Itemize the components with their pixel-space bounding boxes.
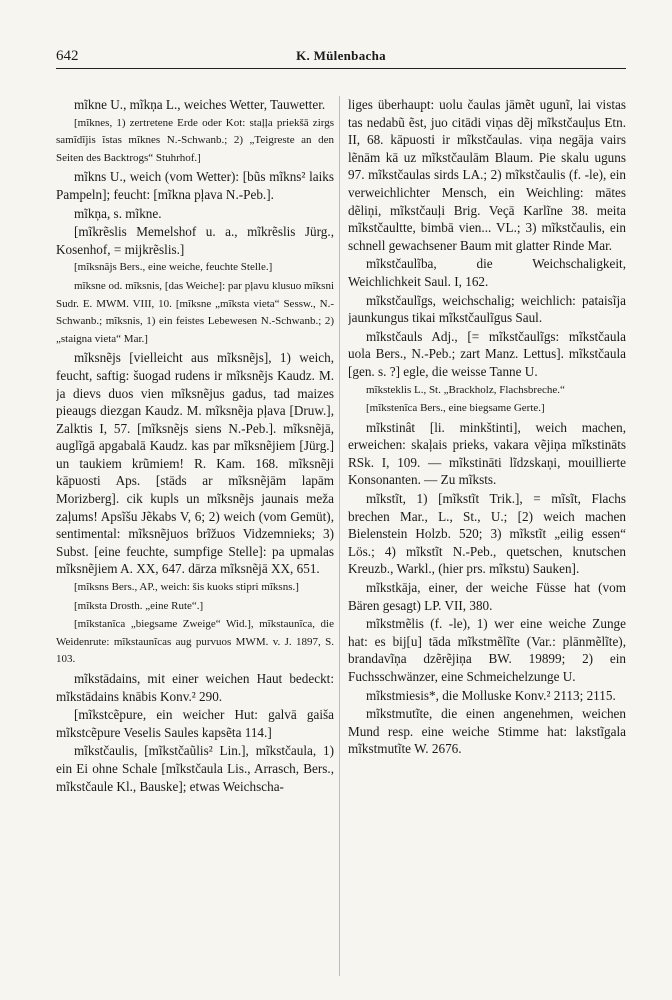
left-column [56, 96, 334, 986]
entry: [mĩksns Bers., AP., weich: šis kuoks stipri mĩksns.] [74, 581, 299, 594]
entry: mĩkne U., mĩkņa L., weiches Wetter, Tauwetter. [74, 97, 326, 112]
entry: [mĩknes, 1) zertretene Erde oder Kot: staļļa priekšā zirgs samĩdĩjis ĩstas mĩknes N.-Schwanb.; 2) „Teigreste an den Seiten des Backtrogs“ Stuhrhof.] [56, 116, 334, 164]
entry: mĩkstmiesis*, die Molluske Konv.² 2113; 2115. [366, 687, 616, 703]
entry: mĩkstādains, mit einer weichen Haut bedeckt: mĩkstādains knābis Konv.² 290. [56, 671, 334, 704]
entry: mĩksteklis L., St. „Brackholz, Flachsbreche.“ [366, 383, 565, 396]
entry: mĩkstmutĩte, die einen angenehmen, weichen Mund resp. eine weiche Stimme hat: lakstĩgala mĩkstmutĩte W. 2676. [348, 706, 626, 757]
column-divider [339, 96, 340, 976]
entry: [mĩksta Drosth. „eine Rute“.] [74, 599, 204, 612]
entry: mĩksnẽjs [vielleicht aus mĩksnẽjs], 1) weich, feucht, saftig: šuogad rudens ir mĩksnẽjs Kaudz. M. ja dievs duos vien mĩksnẽjus gadus, tad maizes pieaugs diezgan Kaudz. M. mĩksnẽja pļava [Druw.], Zalktis I, 57. [mĩksnẽjs siens N.-Peb.]. mĩksnẽjā, auglĩgā apgabalā Kaudz. kas par mĩksnẽjiem [Jürg.] un taukiem krũmiem! R. Kam. 168. mĩksnẽji kāpuosti Aps. [stāds ar mĩksnẽjām lapām Morizberg]. cik kupls un mĩksnẽjs jaunais meža zaļums! Apsĩšu Jẽkabs V, 6; 2) weich (vom Gemüt), sentimental: mĩksnẽjuos brĩžuos Vidzemnieks; 3) Subst. [eine feuchte, sumpfige Stelle]: pa upmalas mĩksnẽjiem A. XX, 647. dārza mĩksnẽjā XX, 651. [56, 350, 334, 577]
entry: mĩksne od. mĩksnis, [das Weiche]: par pļavu klusuo mĩksni Sudr. E. MWM. VIII, 10. [mĩksne „mĩksta vieta“ Sessw., N.-Schwanb.; mĩksnis, 1) ein feistes Lebewesen N.-Schwanb.; 2) „staigna vieta“ Mar.] [56, 279, 334, 345]
entry: mĩkņa, s. mĩkne. [74, 205, 162, 221]
entry: mĩkstĩt, 1) [mĩkstĩt Trik.], = mĩsĩt, Flachs brechen Mar., L., St., U.; [2) weich machen Bielenstein Holzb. 520; 3) mĩkstĩt „eilig essen“ Lös.; 4) mĩkstĩt N.-Peb., quetschen, knutschen Kreuzb., Warkl., (hier prs. mĩkstu) Sauken]. [348, 491, 626, 577]
entry-continuation: liges überhaupt: uolu čaulas jāmẽt ugunĩ, lai vistas tas nedabũ ẽst, juo citādi viņas dẽj mĩkstčauļus Etn. II, 68. kāpuosti ir mĩkstčaulas. viņa negāja vairs lẽnām kā uz mĩkstčaulām Blaum. Pie skalu uguns 97. mĩkstčaulas sirds LA.; 2) mĩkstčaulis (f. -le), ein verweichlichter Mensch, ein Weichling: mātes dẽliņi, mĩkstčauļi Brig. Veçā Karlĩne 38. meita mĩkstčaultte, bimbā vien... VL.; 3) mĩkstčaulis, ein schnell gewachsener Baum mit glatter Rinde Mar. [348, 97, 626, 253]
entry: [mĩkrẽslis Memelshof u. a., mĩkrẽslis Jürg., Kosenhof, = mijkrẽslis.] [56, 224, 334, 257]
entry: mĩkstčaulis, [mĩkstčaũlis² Lin.], mĩkstčaula, 1) ein Ei ohne Schale [mĩkstčaula Lis., Arrasch, Bers., mĩkstčaule Kl., Bauske]; etwas Weichscha- [56, 743, 334, 794]
entry: mĩkstkāja, einer, der weiche Füsse hat (vom Bären gesagt) LP. VII, 380. [348, 580, 626, 613]
entry: mĩkstmẽlis (f. -le), 1) wer eine weiche Zunge hat: es bij[u] tāda mĩkstmẽlĩte (Var.: plānmẽlĩte), brandavĩņa dzẽrẽjiņa BW. 19899; 2) ein Fuchsschwänzer, eine Schmeichelzunge U. [348, 616, 626, 684]
running-title: K. Mülenbacha [296, 48, 386, 63]
entry: [mĩksnãjs Bers., eine weiche, feuchte Stelle.] [74, 261, 273, 274]
entry: mĩkns U., weich (vom Wetter): [bũs mĩkns² laiks Pampeln]; feucht: [mĩkna pļava N.-Peb.]. [56, 169, 334, 202]
entry: [mĩkstanĩca „biegsame Zweige“ Wid.], mĩkstaunĩca, die Weidenrute: mĩkstaunĩcas aug purvuos MWM. v. J. 1897, S. 103. [56, 618, 334, 666]
entry: [mĩkstenĩca Bers., eine biegsame Gerte.] [366, 402, 545, 415]
page-header [56, 48, 626, 69]
entry: mĩkstčauls Adj., [= mĩkstčaulĩgs: mĩkstčaula uola Bers., N.-Peb.; zart Manz. Lettus]. mĩkstčaula [gen. s. ?] egle, die weisse Tanne U. [348, 328, 626, 379]
page-number: 642 [56, 48, 79, 64]
entry: mĩkstinât [li. minkštinti], weich machen, erweichen: skaļais prieks, vakara vẽjiņa mĩkstināts RSk. I, 109. — mĩkstināti lĩdzskaņi, mouillierte Konsonanten. — Zu mĩksts. [348, 419, 626, 488]
entry: [mĩkstcẽpure, ein weicher Hut: galvā gaiša mĩkstcẽpure Veselis Saules kapsẽta 114.] [56, 707, 334, 740]
right-column [348, 96, 626, 986]
entry: mĩkstčaulĩba, die Weichschaligkeit, Weichlichkeit Saul. I, 162. [348, 256, 626, 289]
entry: mĩkstčaulĩgs, weichschalig; weichlich: pataisĩja jaunkungus tikai mĩkstčaulĩgus Saul. [348, 292, 626, 326]
